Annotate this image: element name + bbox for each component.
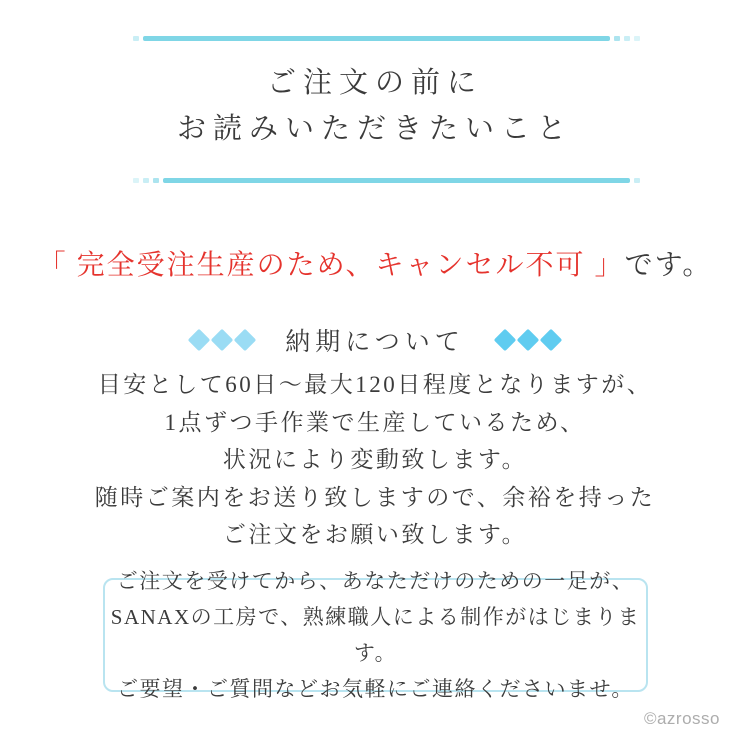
diamond-icon — [211, 329, 234, 352]
delivery-line: 随時ご案内をお送り致しますので、余裕を持った — [94, 484, 656, 510]
divider-dash-icon — [614, 36, 620, 41]
delivery-line: ご注文をお願い致します。 — [222, 522, 528, 547]
info-box-line: ご要望・ご質問などお気軽にご連絡くださいませ。 — [117, 677, 634, 701]
diamond-icon — [188, 329, 211, 352]
copyright-text: ©azrosso — [643, 709, 720, 728]
diamond-icon — [539, 329, 562, 352]
diamond-icon — [234, 329, 257, 352]
divider-line — [163, 178, 630, 183]
delivery-description — [0, 366, 750, 554]
workshop-info-box — [103, 569, 648, 701]
divider-dash-icon — [133, 178, 139, 183]
page-title — [0, 60, 750, 152]
divider-dash-icon — [634, 36, 640, 41]
cancellation-suffix-text: です。 — [624, 250, 713, 281]
delivery-line: 状況により変動致します。 — [222, 447, 528, 472]
delivery-line: 1点ずつ手作業で生産しているため、 — [164, 409, 586, 435]
top-divider-line — [133, 36, 640, 41]
cancellation-highlight-text: 「 完全受注生産のため、キャンセル不可 」 — [37, 250, 625, 281]
info-box-line: SANAXの工房で、熟練職人による制作がはじまります。 — [110, 605, 641, 665]
page-title-line1: ご注文の前に — [266, 67, 483, 99]
diamond-icon — [516, 329, 539, 352]
divider-dash-icon — [624, 36, 630, 41]
diamond-icon — [493, 329, 516, 352]
divider-line — [143, 36, 610, 41]
diamond-group-left — [191, 332, 253, 348]
diamond-group-right — [497, 332, 559, 348]
divider-dash-icon — [153, 178, 159, 183]
bottom-divider-line — [133, 178, 640, 183]
divider-dash-icon — [143, 178, 149, 183]
page-title-line2: お読みいただきたいこと — [176, 113, 573, 145]
delivery-line: 目安として60日〜最大120日程度となりますが、 — [97, 372, 653, 397]
info-box-line: ご注文を受けてから、あなただけのための一足が、 — [116, 569, 635, 593]
delivery-section-heading — [0, 322, 750, 358]
delivery-heading-label: 納期について — [285, 329, 465, 356]
cancellation-notice — [0, 243, 750, 283]
divider-dash-icon — [634, 178, 640, 183]
divider-dash-icon — [133, 36, 139, 41]
